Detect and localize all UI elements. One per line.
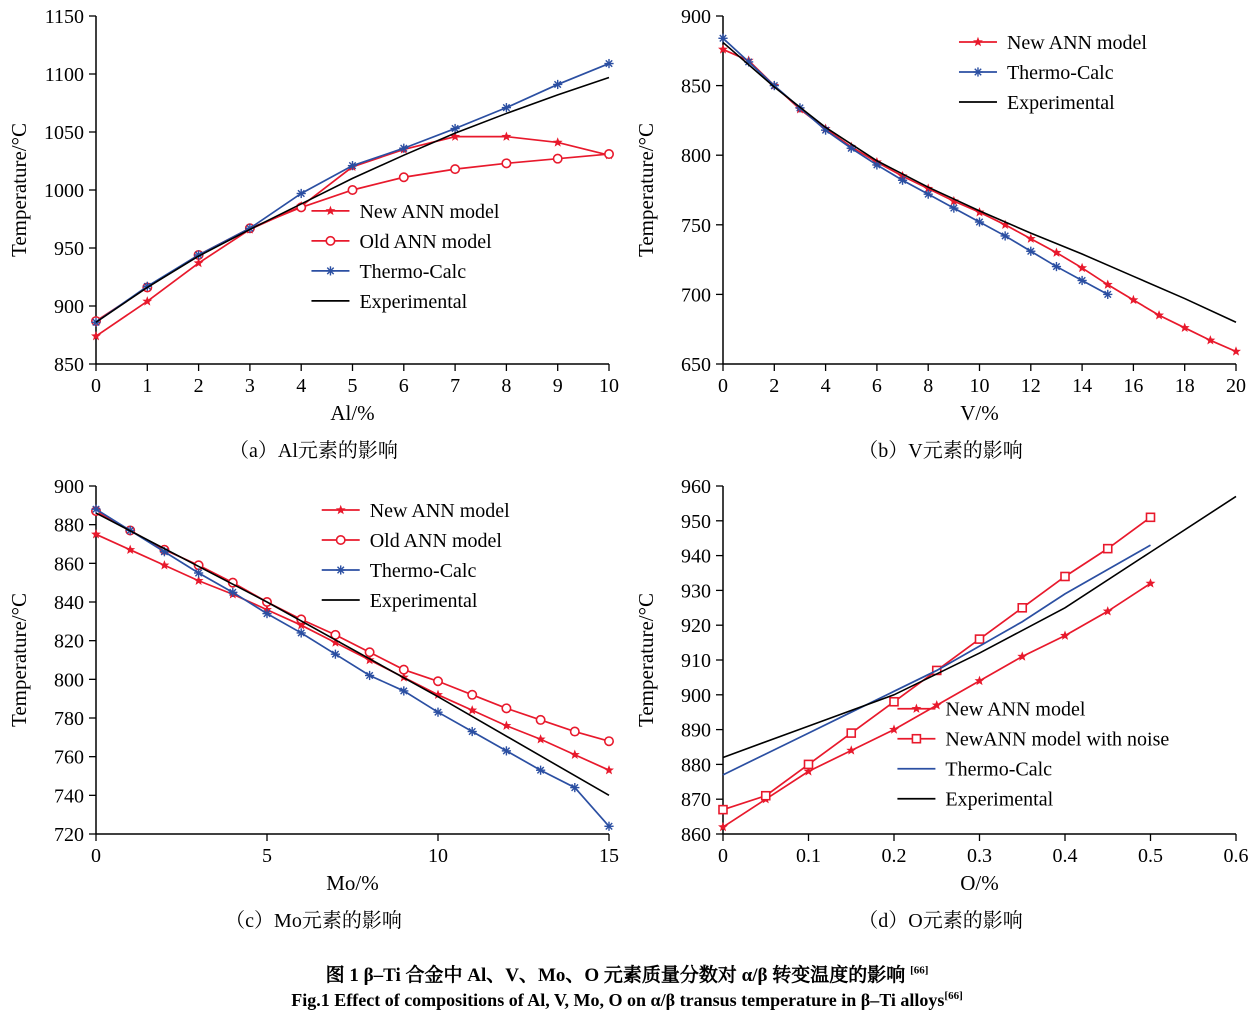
svg-text:0.4: 0.4 xyxy=(1052,845,1078,867)
subcaption-d: （d）O元素的影响 xyxy=(858,910,1023,932)
svg-text:9: 9 xyxy=(552,375,563,397)
x-axis-label-d: O/% xyxy=(960,871,999,895)
svg-text:16: 16 xyxy=(1123,375,1144,397)
svg-text:700: 700 xyxy=(681,284,711,307)
svg-text:940: 940 xyxy=(681,545,711,568)
svg-text:12: 12 xyxy=(1020,375,1041,397)
legend-d xyxy=(897,699,1169,811)
svg-text:900: 900 xyxy=(54,476,84,498)
svg-text:900: 900 xyxy=(54,296,84,318)
svg-text:Experimental: Experimental xyxy=(359,290,468,313)
svg-text:15: 15 xyxy=(599,845,619,867)
svg-text:3: 3 xyxy=(244,375,255,397)
legend-b xyxy=(959,32,1147,114)
svg-text:1000: 1000 xyxy=(44,180,84,202)
subcaption-a: （a）Al元素的影响 xyxy=(229,440,398,462)
x-axis-label-b: V/% xyxy=(960,401,999,425)
svg-text:0.2: 0.2 xyxy=(881,845,907,867)
svg-text:720: 720 xyxy=(54,824,84,846)
plot-d xyxy=(627,470,1254,900)
svg-text:880: 880 xyxy=(681,754,711,777)
figure-caption-en-ref: [66] xyxy=(944,990,963,1002)
svg-text:930: 930 xyxy=(681,580,711,603)
svg-text:New ANN model: New ANN model xyxy=(1006,32,1147,54)
series-b-0 xyxy=(718,44,1241,355)
series-b-2 xyxy=(723,42,1236,322)
series-c-3 xyxy=(96,513,609,795)
svg-text:880: 880 xyxy=(54,514,84,537)
subcaption-c: （c）Mo元素的影响 xyxy=(225,910,402,932)
svg-text:0.5: 0.5 xyxy=(1138,845,1163,867)
chart-panel-d xyxy=(627,470,1254,900)
legend-c xyxy=(322,500,510,612)
svg-text:1050: 1050 xyxy=(44,122,84,144)
svg-text:14: 14 xyxy=(1072,375,1093,397)
series-a-3 xyxy=(96,77,609,322)
subcaption-b: （b）V元素的影响 xyxy=(858,440,1023,462)
svg-text:870: 870 xyxy=(681,789,711,812)
chart-panel-a xyxy=(0,0,627,430)
svg-text:780: 780 xyxy=(54,708,84,730)
svg-text:950: 950 xyxy=(681,510,711,533)
svg-text:NewANN model with noise: NewANN model with noise xyxy=(945,728,1170,751)
y-axis-label-b: Temperature/°C xyxy=(634,122,658,258)
series-c-1 xyxy=(92,507,613,745)
svg-text:New ANN model: New ANN model xyxy=(359,200,500,223)
x-axis-label-a: Al/% xyxy=(330,401,375,425)
series-c-2 xyxy=(91,505,613,831)
legend-a xyxy=(311,201,499,313)
svg-text:Thermo-Calc: Thermo-Calc xyxy=(1006,62,1114,84)
svg-text:760: 760 xyxy=(54,746,84,769)
svg-text:5: 5 xyxy=(262,845,272,867)
svg-text:Thermo-Calc: Thermo-Calc xyxy=(369,560,477,582)
svg-text:6: 6 xyxy=(871,375,882,397)
figure-caption-cn-text: 图 1 β–Ti 合金中 Al、V、Mo、O 元素质量分数对 α/β 转变温度的影响 xyxy=(325,965,911,986)
svg-text:900: 900 xyxy=(681,684,711,707)
svg-text:750: 750 xyxy=(681,214,711,237)
svg-text:4: 4 xyxy=(820,375,831,397)
svg-text:860: 860 xyxy=(54,553,84,576)
svg-text:1: 1 xyxy=(142,375,153,397)
svg-text:910: 910 xyxy=(681,650,711,672)
svg-text:6: 6 xyxy=(398,375,409,397)
svg-text:8: 8 xyxy=(923,375,934,397)
svg-text:0.3: 0.3 xyxy=(967,845,992,867)
svg-text:920: 920 xyxy=(681,615,711,638)
svg-text:Experimental: Experimental xyxy=(1006,92,1115,114)
figure-caption-cn-ref: [66] xyxy=(910,964,929,977)
svg-text:0: 0 xyxy=(91,375,101,397)
svg-text:Old ANN model: Old ANN model xyxy=(369,530,502,552)
chart-panel-c xyxy=(0,470,627,900)
svg-text:Old ANN model: Old ANN model xyxy=(359,230,492,253)
svg-text:0.6: 0.6 xyxy=(1223,845,1249,867)
svg-text:5: 5 xyxy=(347,375,358,397)
y-axis-label-c: Temperature/°C xyxy=(7,592,31,728)
svg-text:800: 800 xyxy=(54,669,84,692)
y-axis-label-a: Temperature/°C xyxy=(7,122,31,258)
y-axis-label-d: Temperature/°C xyxy=(634,592,658,728)
figure-caption-en-text: Fig.1 Effect of compositions of Al, V, Mo, O on α/β transus temperature in β–Ti alloys xyxy=(291,990,945,1010)
svg-text:8: 8 xyxy=(501,375,512,397)
svg-text:Thermo-Calc: Thermo-Calc xyxy=(945,758,1053,781)
svg-text:1100: 1100 xyxy=(44,64,84,86)
svg-text:820: 820 xyxy=(54,630,84,653)
plot-a xyxy=(0,0,627,430)
svg-text:0.1: 0.1 xyxy=(796,845,821,867)
svg-text:7: 7 xyxy=(450,375,461,397)
svg-text:20: 20 xyxy=(1226,375,1246,397)
svg-text:Experimental: Experimental xyxy=(945,788,1054,811)
figure-caption-en xyxy=(0,990,1254,1011)
svg-text:740: 740 xyxy=(54,785,84,808)
x-axis-label-c: Mo/% xyxy=(326,871,379,895)
svg-text:New ANN model: New ANN model xyxy=(945,698,1086,721)
svg-text:950: 950 xyxy=(54,238,84,260)
svg-text:800: 800 xyxy=(681,145,711,168)
svg-text:850: 850 xyxy=(681,75,711,98)
plot-b xyxy=(627,0,1254,430)
svg-text:860: 860 xyxy=(681,824,711,846)
svg-text:10: 10 xyxy=(969,375,990,397)
series-c-0 xyxy=(91,529,614,774)
chart-panel-b xyxy=(627,0,1254,430)
svg-text:890: 890 xyxy=(681,719,711,742)
series-d-1 xyxy=(719,513,1155,813)
series-a-1 xyxy=(92,150,613,325)
svg-text:18: 18 xyxy=(1174,375,1195,397)
figure-caption-cn xyxy=(0,960,1254,987)
svg-text:0: 0 xyxy=(718,375,728,397)
svg-text:900: 900 xyxy=(681,6,711,28)
svg-text:0: 0 xyxy=(718,845,728,867)
svg-text:Experimental: Experimental xyxy=(369,590,478,612)
series-d-0 xyxy=(718,578,1155,831)
svg-text:1150: 1150 xyxy=(44,6,84,28)
svg-text:10: 10 xyxy=(599,375,619,397)
svg-text:650: 650 xyxy=(681,354,711,376)
svg-text:4: 4 xyxy=(296,375,307,397)
svg-text:2: 2 xyxy=(193,375,204,397)
svg-text:0: 0 xyxy=(91,845,101,867)
svg-text:Thermo-Calc: Thermo-Calc xyxy=(359,260,467,283)
svg-text:2: 2 xyxy=(769,375,780,397)
svg-text:850: 850 xyxy=(54,354,84,376)
plot-c xyxy=(0,470,627,900)
svg-text:840: 840 xyxy=(54,592,84,614)
svg-text:New ANN model: New ANN model xyxy=(369,500,510,522)
svg-text:960: 960 xyxy=(681,476,711,498)
svg-text:10: 10 xyxy=(428,845,448,867)
